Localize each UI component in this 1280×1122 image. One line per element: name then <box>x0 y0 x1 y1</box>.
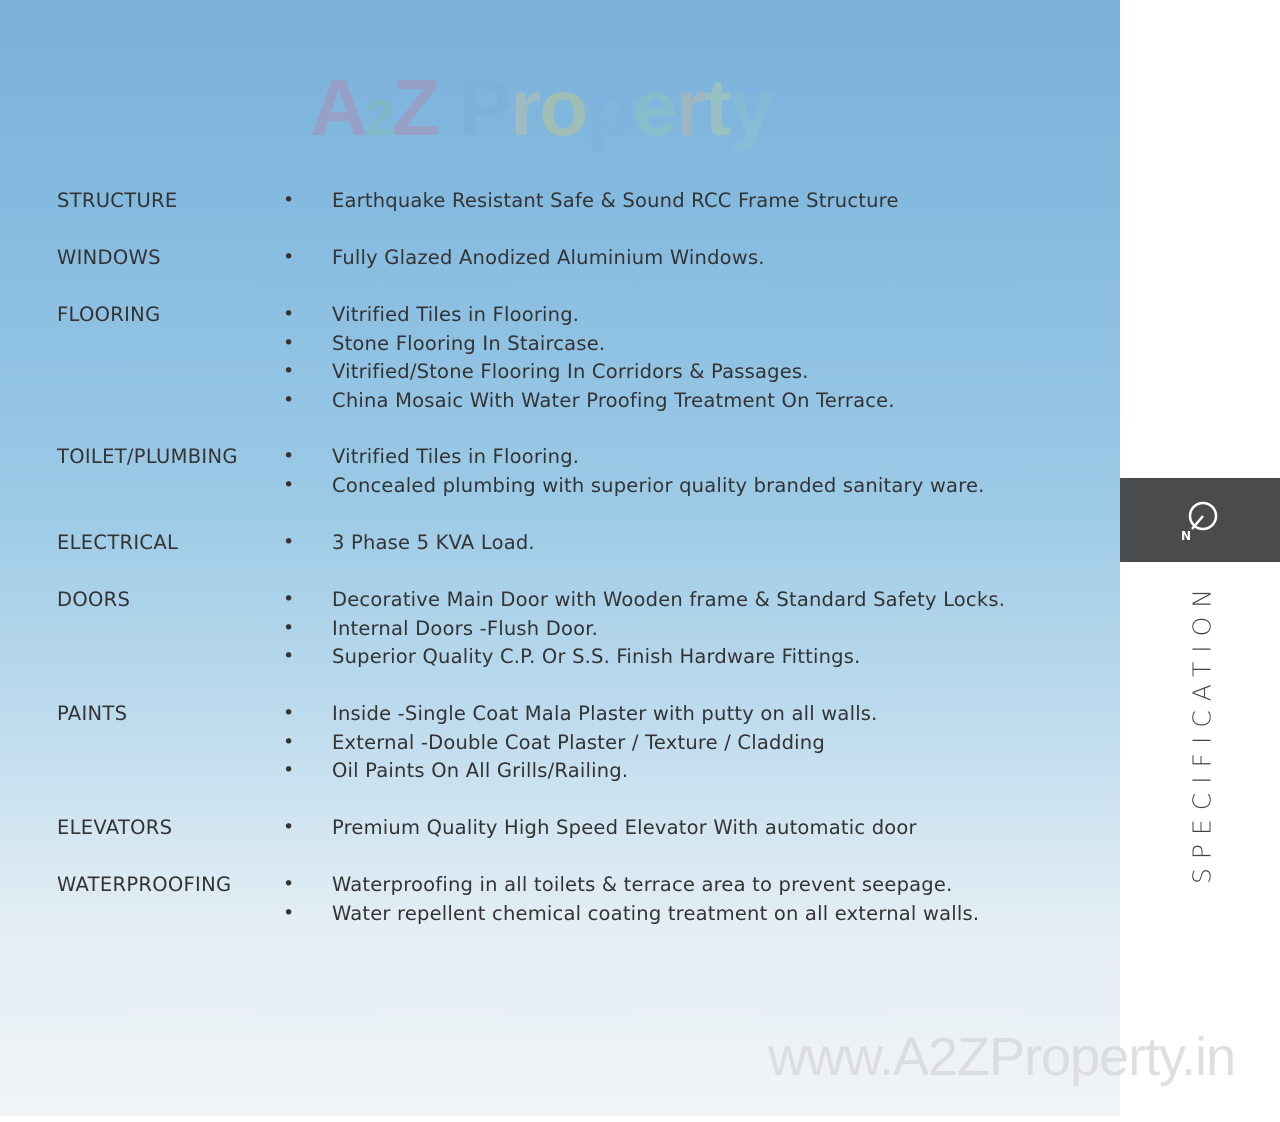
spec-label: STRUCTURE <box>57 189 178 212</box>
spec-item-text: Internal Doors -Flush Door. <box>332 616 599 640</box>
bullet-icon: • <box>283 616 295 639</box>
spec-item-text: Vitrified Tiles in Flooring. <box>332 303 580 326</box>
bullet-icon: • <box>283 873 295 895</box>
spec-label: WINDOWS <box>57 246 161 269</box>
spec-label: WATERPROOFING <box>57 873 232 896</box>
spec-item-text: Vitrified/Stone Flooring In Corridors & Passages. <box>332 360 809 383</box>
spec-item-text: Premium Quality High Speed Elevator With automatic door <box>332 816 917 839</box>
spec-label: ELECTRICAL <box>57 531 179 554</box>
spec-item-text: Concealed plumbing with superior quality branded sanitary ware. <box>332 473 985 497</box>
bullet-icon: • <box>283 645 295 667</box>
bullet-icon: • <box>283 531 295 553</box>
spec-label: PAINTS <box>57 702 128 725</box>
spec-label: FLOORING <box>57 303 161 326</box>
spec-item-text: Water repellent chemical coating treatment on all external walls. <box>332 901 980 925</box>
section-title: SPECIFICATION <box>1187 580 1217 884</box>
bullet-icon: • <box>283 189 295 211</box>
spec-item-text: Decorative Main Door with Wooden frame & Standard Safety Locks. <box>332 588 1006 611</box>
bullet-icon: • <box>283 360 295 382</box>
svg-text:N: N <box>1181 529 1192 542</box>
watermark-url: www.A2ZProperty.in <box>768 1027 1236 1087</box>
spec-item-text: Earthquake Resistant Safe & Sound RCC Frame Structure <box>332 189 899 212</box>
bullet-icon: • <box>283 816 295 838</box>
spec-label: DOORS <box>57 588 131 611</box>
spec-item-text: Inside -Single Coat Mala Plaster with putty on all walls. <box>332 702 878 725</box>
bullet-icon: • <box>283 759 295 781</box>
spec-item-text: 3 Phase 5 KVA Load. <box>332 531 535 554</box>
bullet-icon: • <box>283 331 295 354</box>
spec-item-text: China Mosaic With Water Proofing Treatment On Terrace. <box>332 388 895 412</box>
spec-item-text: Vitrified Tiles in Flooring. <box>332 445 580 468</box>
spec-label: TOILET/PLUMBING <box>57 445 238 468</box>
bullet-icon: • <box>283 303 295 325</box>
bullet-icon: • <box>283 388 295 411</box>
watermark-logo: A2Z Property <box>310 63 772 152</box>
bullet-icon: • <box>283 246 295 268</box>
spec-item-text: External -Double Coat Plaster / Texture / Cladding <box>332 730 825 754</box>
spec-item-text: Oil Paints On All Grills/Railing. <box>332 759 629 782</box>
bullet-icon: • <box>283 588 295 610</box>
bullet-icon: • <box>283 473 295 496</box>
spec-label: ELEVATORS <box>57 816 173 839</box>
compass-icon <box>1178 496 1224 542</box>
spec-item-text: Waterproofing in all toilets & terrace area to prevent seepage. <box>332 873 953 896</box>
bullet-icon: • <box>283 445 295 467</box>
spec-item-text: Superior Quality C.P. Or S.S. Finish Hardware Fittings. <box>332 645 861 668</box>
spec-item-text: Stone Flooring In Staircase. <box>332 331 606 355</box>
bullet-icon: • <box>283 702 295 724</box>
compass-box <box>1120 478 1280 562</box>
bullet-icon: • <box>283 730 295 753</box>
spec-item-text: Fully Glazed Anodized Aluminium Windows. <box>332 246 765 269</box>
bullet-icon: • <box>283 901 295 924</box>
